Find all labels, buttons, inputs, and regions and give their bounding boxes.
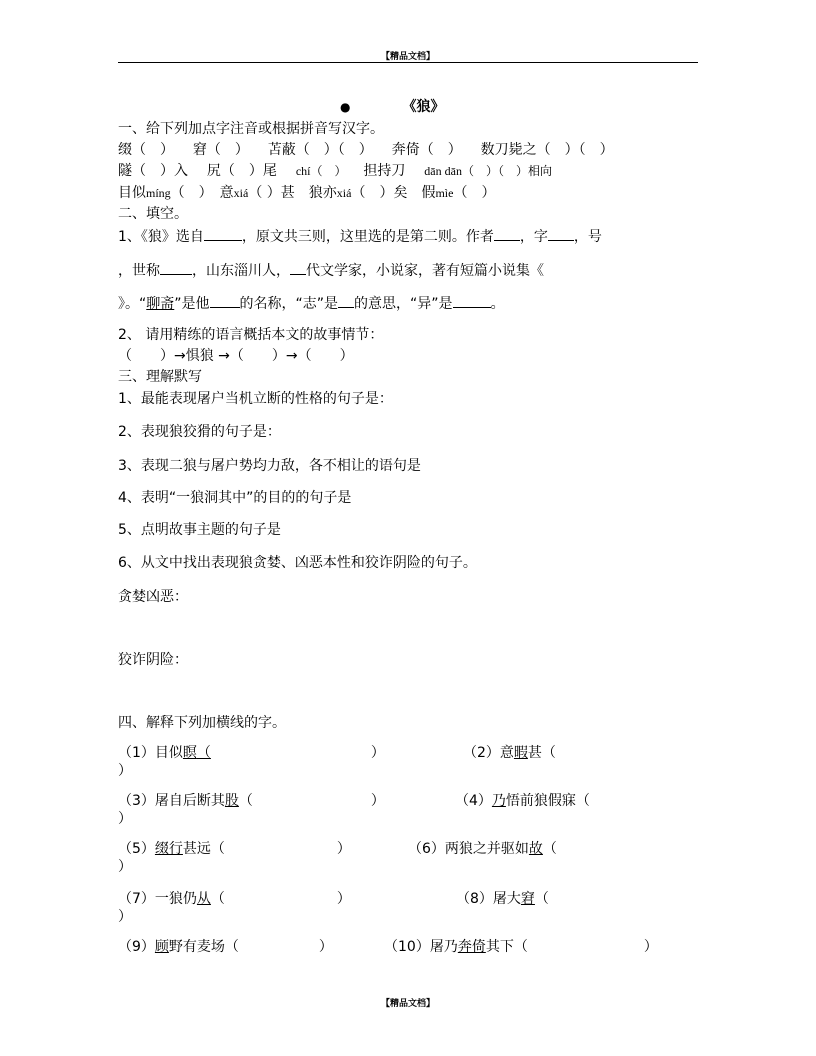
blank-yi[interactable] bbox=[453, 294, 491, 308]
item10-underlined: 奔倚 bbox=[457, 939, 486, 955]
item10-close: ） bbox=[643, 939, 658, 955]
answer-cunning: 狡诈阴险： bbox=[118, 652, 188, 668]
recite-q5: 5、点明故事主题的句子是 bbox=[118, 522, 281, 538]
blank-zi[interactable] bbox=[548, 227, 574, 241]
title-line bbox=[340, 98, 444, 116]
blank-source[interactable] bbox=[204, 227, 242, 241]
pinyin-ming: míng bbox=[146, 186, 171, 200]
item7-open: （ bbox=[210, 891, 225, 907]
item1-underlined: 瞑 bbox=[182, 745, 197, 761]
plot-flow: （ ）→惧狼 →（ ）→（ ） bbox=[118, 348, 354, 364]
item-danchidao: 担持刀 bbox=[363, 163, 406, 179]
section2-heading: 二、填空。 bbox=[118, 206, 188, 222]
fill3-b: ”是他 bbox=[174, 296, 210, 312]
blank-studio[interactable] bbox=[210, 294, 240, 308]
item-sui: 隧（ ）入 bbox=[118, 163, 188, 179]
doc-title: 《狼》 bbox=[402, 99, 445, 115]
fill3-d: 的意思，“异”是 bbox=[354, 296, 453, 312]
fill1-d: ，号 bbox=[573, 229, 602, 245]
item3-pre: （3）屠自后断其 bbox=[118, 793, 225, 809]
recite-q2: 2、表现狼狡猾的句子是： bbox=[118, 424, 281, 440]
fill2-a: ，世称 bbox=[118, 263, 160, 279]
recite-q3: 3、表现二狼与屠户势均力敌，各不相让的语句是 bbox=[118, 458, 421, 474]
explain-row-1 bbox=[118, 744, 556, 762]
page-header: 【精品文档】 bbox=[380, 52, 435, 62]
bullet-icon: ● bbox=[340, 100, 351, 114]
item7-underlined: 从 bbox=[196, 891, 211, 907]
item9-pre: （9） bbox=[118, 939, 155, 955]
fill1-a: 1、《狼》选自 bbox=[118, 229, 204, 245]
item2 bbox=[463, 744, 556, 762]
fill2-c: 代文学家，小说家，著有短篇小说集《 bbox=[306, 263, 544, 279]
item4-post: 悟前狼假寐（ bbox=[505, 793, 590, 809]
fill3-e: 。 bbox=[490, 296, 505, 312]
pinyin-xia-2: xiá bbox=[336, 186, 352, 200]
explain-row-4 bbox=[118, 890, 549, 908]
item1-close: ） bbox=[370, 745, 385, 761]
page-footer: 【精品文档】 bbox=[380, 999, 435, 1009]
item5-pre: （5） bbox=[118, 841, 155, 857]
explain-row-2 bbox=[118, 792, 590, 810]
fill-line-1 bbox=[118, 227, 602, 246]
fill3-liaozhai: 聊斋 bbox=[146, 296, 175, 312]
blank-dynasty[interactable] bbox=[290, 261, 306, 275]
item2-pre: （2）意 bbox=[463, 745, 514, 761]
item-jiong: 窘（ ） bbox=[192, 142, 249, 158]
fill2-b: ，山东淄川人， bbox=[192, 263, 290, 279]
item3-close: ） bbox=[370, 793, 385, 809]
recite-q1: 1、最能表现屠户当机立断的性格的句子是： bbox=[118, 391, 393, 407]
item9-close: ） bbox=[318, 939, 333, 955]
pinyin-mie: mìe bbox=[435, 186, 454, 200]
item10-open: 其下（ bbox=[485, 939, 528, 955]
fill1-c: ，字 bbox=[519, 229, 548, 245]
item8-underlined: 窘 bbox=[520, 891, 535, 907]
item5-underlined: 缀行 bbox=[154, 841, 183, 857]
header-rule bbox=[118, 62, 698, 63]
item8 bbox=[456, 890, 549, 908]
item2-post: 甚（ bbox=[527, 745, 556, 761]
fill3-a: 》。“ bbox=[118, 296, 147, 312]
section3-heading: 三、理解默写 bbox=[118, 369, 202, 385]
r3-text-e: （ ） bbox=[453, 185, 496, 201]
item10 bbox=[384, 938, 658, 956]
pinyin-xia-1: xiá bbox=[233, 186, 249, 200]
r3-text-c: （ ）甚 狼亦 bbox=[248, 185, 337, 201]
explain-row-3 bbox=[118, 840, 557, 858]
item8-pre: （8）屠大 bbox=[456, 891, 521, 907]
item1-pre: （1）目似 bbox=[118, 745, 183, 761]
item3-underlined: 股 bbox=[224, 793, 239, 809]
item6-pre: （6）两狼之并驱如 bbox=[408, 841, 529, 857]
item-chi: chí（ ） bbox=[295, 164, 347, 178]
fill-line-2 bbox=[118, 261, 544, 280]
item6-underlined: 故 bbox=[528, 841, 543, 857]
item5-open: 甚远（ bbox=[182, 841, 225, 857]
explain-row-5 bbox=[118, 938, 658, 956]
item8-post: （ bbox=[534, 891, 549, 907]
item4-underlined: 乃 bbox=[491, 793, 506, 809]
item6-post: （ bbox=[542, 841, 557, 857]
item-benyi: 奔倚（ ） bbox=[391, 142, 462, 158]
explain-close-4: ） bbox=[118, 811, 132, 827]
item5-close: ） bbox=[336, 841, 351, 857]
item4-pre: （4） bbox=[455, 793, 492, 809]
fill-line-3 bbox=[118, 294, 505, 313]
section1-row2 bbox=[118, 162, 552, 180]
section1-heading: 一、给下列加点字注音或根据拼音写汉字。 bbox=[118, 121, 384, 137]
recite-q4: 4、表明“一狼洞其中”的目的的句子是 bbox=[118, 490, 352, 506]
section1-row3 bbox=[118, 184, 495, 202]
explain-close-8: ） bbox=[118, 909, 132, 925]
item-shudaobizhi: 数刀毙之（ ）（ ） bbox=[480, 142, 614, 158]
r3-text-b: （ ） 意 bbox=[170, 185, 234, 201]
section1-row1 bbox=[118, 141, 614, 159]
section4-heading: 四、解释下列加横线的字。 bbox=[118, 715, 286, 731]
blank-shicheng[interactable] bbox=[160, 261, 192, 275]
plot-question: 2、 请用精练的语言概括本文的故事情节： bbox=[118, 327, 384, 343]
explain-close-6: ） bbox=[118, 859, 132, 875]
item-shanbi: 苫蔽（ ）（ ） bbox=[267, 142, 373, 158]
item-kao: 尻（ ）尾 bbox=[206, 163, 277, 179]
item7-pre: （7）一狼仍 bbox=[118, 891, 197, 907]
item7-close: ） bbox=[336, 891, 351, 907]
item1-open: （ bbox=[196, 745, 211, 761]
item-zhui: 缀（ ） bbox=[118, 142, 174, 158]
item9-underlined: 顾 bbox=[154, 939, 169, 955]
item4 bbox=[455, 792, 590, 810]
fill3-c: 的名称，“志”是 bbox=[239, 296, 339, 312]
blank-author[interactable] bbox=[494, 227, 520, 241]
r3-text-a: 目似 bbox=[118, 185, 146, 201]
item3-open: （ bbox=[238, 793, 253, 809]
explain-close-2: ） bbox=[118, 763, 132, 779]
blank-zhi[interactable] bbox=[338, 294, 354, 308]
item9-open: 野有麦场（ bbox=[168, 939, 239, 955]
r3-text-d: （ ）矣 假 bbox=[351, 185, 436, 201]
recite-q6: 6、从文中找出表现狼贪婪、凶恶本性和狡诈阴险的句子。 bbox=[118, 555, 477, 571]
item2-underlined: 暇 bbox=[513, 745, 528, 761]
item-dandan: dān dān（ ）（ ）相向 bbox=[424, 164, 552, 178]
fill1-b: ，原文共三则，这里选的是第二则。作者 bbox=[241, 229, 494, 245]
item6 bbox=[408, 840, 557, 858]
item10-pre: （10）屠乃 bbox=[384, 939, 458, 955]
answer-greedy: 贪婪凶恶： bbox=[118, 589, 188, 605]
